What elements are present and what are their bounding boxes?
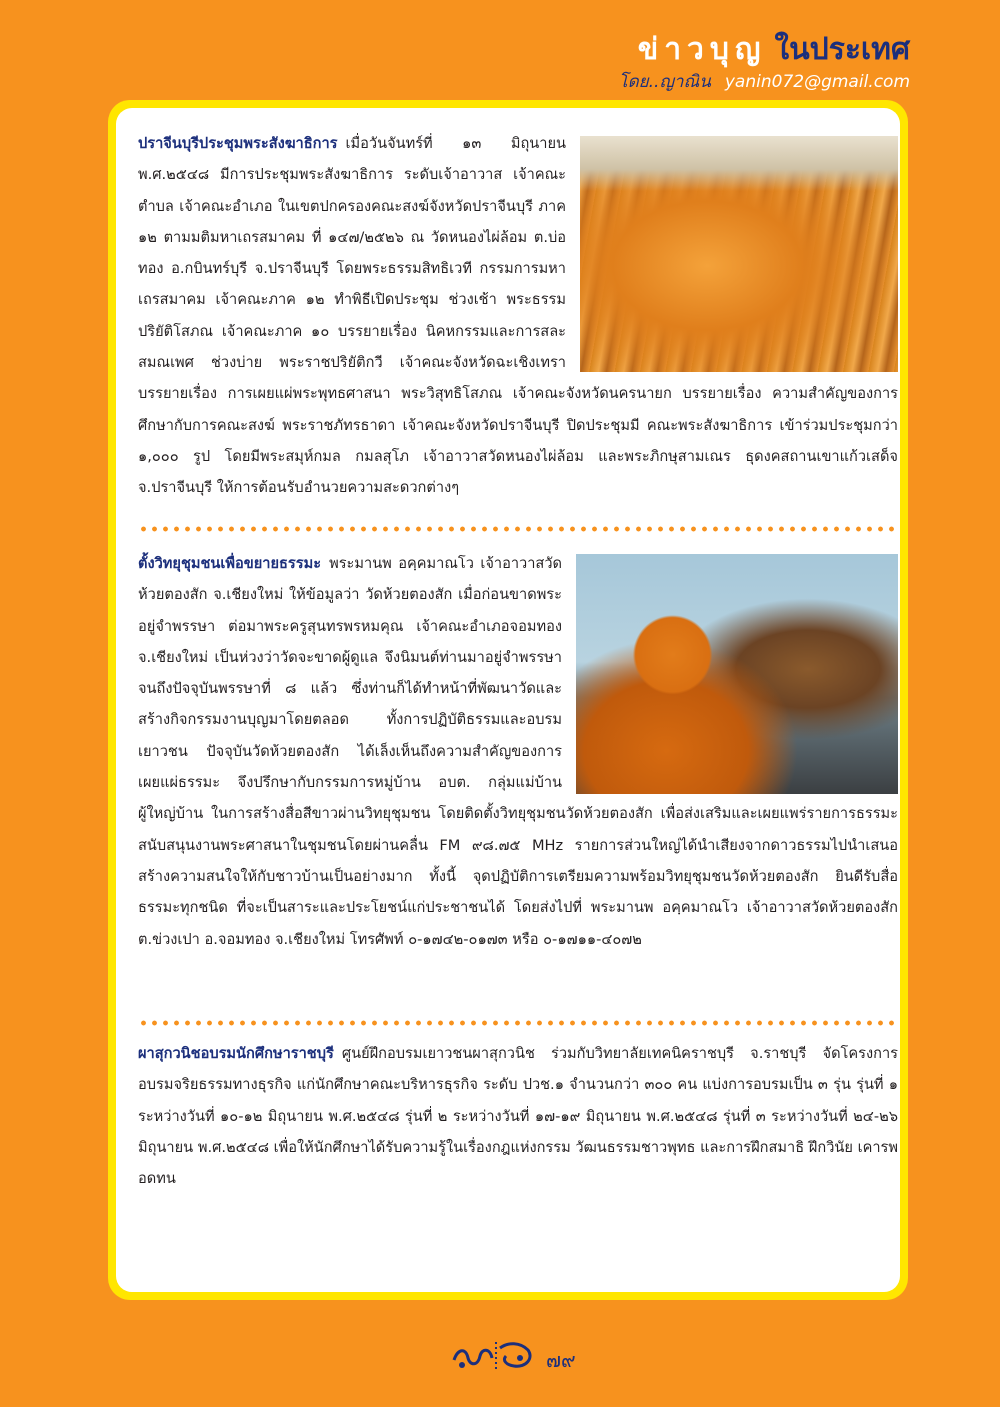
article-prachinburi — [138, 128, 898, 504]
article-student-training — [138, 1038, 898, 1194]
author-email: yanin072@gmail.com — [724, 72, 910, 92]
dotted-divider — [138, 1020, 898, 1026]
section-title-part1: ข่าวบุญ — [637, 32, 767, 67]
byline — [619, 70, 911, 94]
article-body: เมื่อวันจันทร์ที่ ๑๓ มิถุนายน พ.ศ.๒๕๔๘ มีการประชุมพระสังฆาธิการ ระดับเจ้าอาวาส เจ้าคณะตำบล เจ้าคณะอำเภอ ในเขตปกครองคณะสงฆ์จังหวัดปราจีนบุรี ภาค ๑๒ ตามมติมหาเถรสมาคม ที่ ๑๔๗/๒๕๒๖ ณ วัดหนองไผ่ล้อม ต.บ่อทอง อ.กบินทร์บุรี จ.ปราจีนบุรี โดยพระธรรมสิทธิเวที กรรมการมหาเถรสมาคม เจ้าคณะภาค ๑๒ ทำพิธีเปิดประชุม ช่วงเช้า พระธรรมปริยัติโสภณ เจ้าคณะภาค ๑๐ บรรยายเรื่อง นิคหกรรมและการสละสมณเพศ ช่วงบ่าย พระราชปริยัติกวี เจ้าคณะจังหวัดฉะเชิงเทรา บรรยายเรื่อง การเผยแผ่พระพุทธศาสนา พระวิสุทธิโสภณ เจ้าคณะจังหวัดนครนายก บรรยายเรื่อง ความสำคัญของการศึกษากับการคณะสงฆ์ พระราชภัทรธาดา เจ้าคณะจังหวัดปราจีนบุรี ปิดประชุมมี คณะพระสังฆาธิการ เข้าร่วมประชุมกว่า ๑,๐๐๐ รูป โดยมีพระสมุห์กมล กมลสุโภ เจ้าอาวาสวัดหนองไผ่ล้อม และพระภิกษุสามเณร ธุดงคสถานเขาแก้วเสด็จ จ.ปราจีนบุรี ให้การต้อนรับอำนวยความสะดวกต่างๆ — [138, 135, 898, 497]
article-body: พระมานพ อคฺคมาณโว เจ้าอาวาสวัดห้วยตองสัก จ.เชียงใหม่ ให้ข้อมูลว่า วัดห้วยตองสัก เมื่อก่อนขาดพระอยู่จำพรรษา ต่อมาพระครูสุนทรพรหมคุณ เจ้าคณะอำเภอจอมทอง จ.เชียงใหม่ เป็นห่วงว่าวัดจะขาดผู้ดูแล จึงนิมนต์ท่านมาอยู่จำพรรษา จนถึงปัจจุบันพรรษาที่ ๘ แล้ว ซึ่งท่านก็ได้ทำหน้าที่พัฒนาวัดและสร้างกิจกรรมงานบุญมาโดยตลอด ทั้งการปฏิบัติธรรมและอบรมเยาวชน ปัจจุบันวัดห้วยตองสัก ได้เล็งเห็นถึงความสำคัญของการเผยแผ่ธรรมะ จึงปรึกษากับกรรมการหมู่บ้าน อบต. กลุ่มแม่บ้าน ผู้ใหญ่บ้าน ในการสร้างสื่อสีขาวผ่านวิทยุชุมชน โดยติดตั้งวิทยุชุมชนวัดห้วยตองสัก เพื่อส่งเสริมและเผยแพร่รายการธรรมะสนับสนุนงานพระศาสนาในชุมชนโดยผ่านคลื่น FM ๙๘.๗๕ MHz รายการส่วนใหญ่ได้นำเสียงจากดาวธรรมไปนำเสนอ สร้างความสนใจให้กับชาวบ้านเป็นอย่างมาก ทั้งนี้ จุดปฏิบัติการเตรียมความพร้อมวิทยุชุมชนวัดห้วยตองสัก ยินดีรับสื่อธรรมะทุกชนิด ที่จะเป็นสาระและประโยชน์แก่ประชาชนได้ โดยส่งไปที่ พระมานพ อคฺคมาณโว เจ้าอาวาสวัดห้วยตองสัก ต.ข่วงเปา อ.จอมทอง จ.เชียงใหม่ โทรศัพท์ ๐-๑๗๔๒-๐๑๗๓ หรือ ๐-๑๗๑๑-๔๐๗๒ — [138, 555, 898, 948]
page-footer — [450, 1338, 590, 1378]
section-title-part2: ในประเทศ — [774, 32, 910, 67]
magazine-logo-icon — [450, 1338, 540, 1374]
article-community-radio — [138, 548, 898, 955]
monks-meeting-photo — [580, 136, 898, 372]
page-header — [619, 30, 911, 94]
article-headline: ปราจีนบุรีประชุมพระสังฆาธิการ — [138, 135, 338, 152]
content-card-inner — [116, 108, 900, 1292]
article-body: ศูนย์ฝึกอบรมเยาวชนผาสุกวนิช ร่วมกับวิทยาลัยเทคนิคราชบุรี จ.ราชบุรี จัดโครงการอบรมจริยธรรมทางธุรกิจ แก่นักศึกษาคณะบริหารธุรกิจ ระดับ ปวช.๑ จำนวนกว่า ๓๐๐ คน แบ่งการอบรมเป็น ๓ รุ่น รุ่นที่ ๑ ระหว่างวันที่ ๑๐-๑๒ มิถุนายน พ.ศ.๒๕๔๘ รุ่นที่ ๒ ระหว่างวันที่ ๑๗-๑๙ มิถุนายน พ.ศ.๒๕๔๘ รุ่นที่ ๓ ระหว่างวันที่ ๒๔-๒๖ มิถุนายน พ.ศ.๒๕๔๘ เพื่อให้นักศึกษาได้รับความรู้ในเรื่องกฎแห่งกรรม วัฒนธรรมชาวพุทธ และการฝึกสมาธิ ฝึกวินัย เคารพ อดทน — [138, 1045, 898, 1188]
content-card — [108, 100, 908, 1300]
article-text — [138, 1038, 898, 1194]
dotted-divider — [138, 526, 898, 532]
article-headline: ผาสุกวนิชอบรมนักศึกษาราชบุรี — [138, 1045, 334, 1062]
author-name: โดย..ญาณิน — [618, 72, 711, 92]
article-headline: ตั้งวิทยุชุมชนเพื่อขยายธรรมะ — [138, 555, 322, 572]
section-title — [619, 30, 911, 70]
radio-station-photo — [576, 554, 898, 794]
page-number: ๗๙ — [546, 1348, 576, 1372]
